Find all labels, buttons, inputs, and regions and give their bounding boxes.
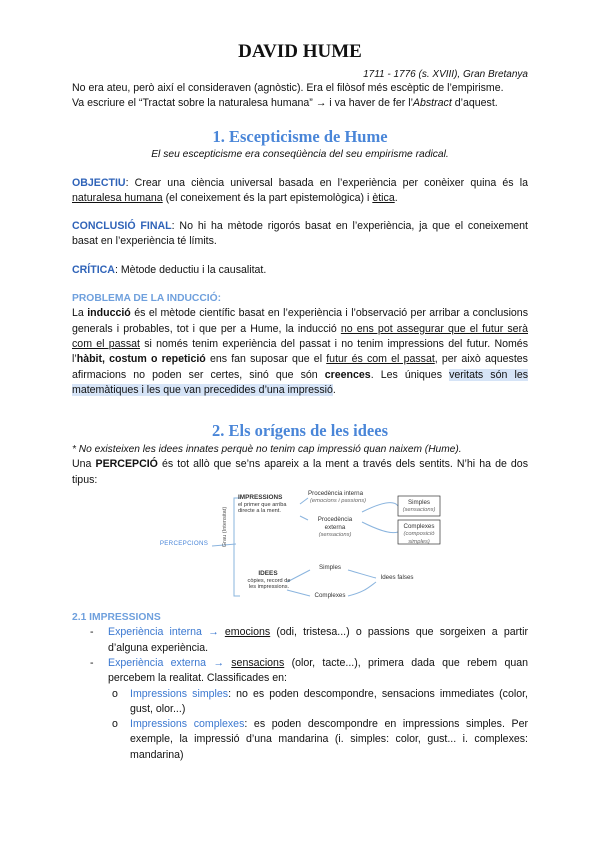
diagram-complexes-box-sub: (composició simples) [403,531,435,545]
perceptions-diagram [72,490,528,610]
creences-bold: creences [324,368,371,381]
futur-underline: no ens pot assegurar que el futur serà com el passat [72,322,528,350]
dates-subtitle: 1711 - 1776 (s. XVIII), Gran Bretanya [363,69,528,80]
critica-text: : Mètode deductiu i la causalitat. [114,263,267,276]
habit-bold: hàbit, costum o repetició [76,353,206,366]
diagram-impressions-title: IMPRESSIONS [238,494,283,502]
arrow: → [206,656,232,669]
objectiu-text: : Crear una ciència universal basada en l’experiència per conèixer quina és la [125,176,528,189]
intro-text-end: d’aquest. [451,97,498,110]
page-title: DAVID HUME [238,41,362,62]
impressions-simples-label: Impressions simples [130,687,229,700]
document-page [72,40,528,763]
emocions-underline: emocions [224,626,271,639]
problema-text: La [72,307,88,320]
conclusio-label: CONCLUSIÓ FINAL [72,220,172,233]
objectiu-text-3: . [394,191,398,204]
diagram-grau: Grau (Intensitat) [222,506,228,548]
percepcio-text: Una [72,458,96,471]
veritats-highlight: veritats són les matemàtiques i les que van precedides d’una impressió [72,368,529,396]
percepcio-text-2: és tot allò que se’ns apareix a la ment a través dels sentits. N’hi ha de dos tipus: [72,458,528,486]
etica-underline: ètica [372,191,395,204]
section-1-subtitle: El seu escepticisme era conseqüència del seu empirisme radical. [151,148,449,160]
intro-line-1: No era ateu, però així el consideraven (agnòstic). Era el filòsof més escèptic de l’empirisme. [72,82,504,94]
critica-label: CRÍTICA [72,263,115,276]
impressions-heading: 2.1 IMPRESSIONS [72,612,161,624]
list-item [108,717,528,763]
experiencia-externa-text: (olor, tacte...), primera dada que rebem quan percebem la realitat. Classificades en: [108,656,529,685]
diagram-procedencia-externa: Procedència externa [317,516,353,531]
diagram-procedencia-interna-sub: (emocions i passions) [310,498,367,505]
percepcio-paragraph [72,457,528,488]
list-item [72,656,528,763]
problema-text-3: si només tenim experiència del passat i no tenim impressions del futur. Només l’ [72,337,528,366]
diagram-idees-title: IDEES [258,570,278,578]
experiencia-externa-label: Experiència externa [108,656,207,669]
abstract-italic: Abstract [412,97,452,110]
diagram-idees-falses: Idees falses [380,574,414,582]
diagram-idees-desc: còpies, record de les impressions. [247,578,291,591]
diagram-lines [72,490,528,610]
diagram-simples: Simples [318,564,341,572]
diagram-simples-box-sub: (sensacions) [402,507,436,514]
problema-text-5: , per això aquestes afirmacions no poden ser certes, sinó que són [72,353,528,381]
intro-text: Va escriure el “Tractat sobre la naturalesa humana” → i va haver de fer l’ [72,97,413,110]
problema-heading: PROBLEMA DE LA INDUCCIÓ: [72,293,222,305]
percepcio-bold: PERCEPCIÓ [95,458,158,471]
impressions-complexes-text: : es poden descompondre en impressions simples. Per exemple, la impressió d’una mandarina (i. simples: color, gust... i. complexes: mandarina) [130,718,529,761]
problema-text-2: és el mètode científic basat en l’experiència i l’observació per arribar a conclusions generals i probables, tot i que per a Hume, la inducció [72,307,528,335]
problema-text-7: . [332,383,336,396]
experiencia-interna-text: (odi, tristesa...) o passions que sorgeixen a partir d’alguna experiència. [108,626,528,654]
conclusio-paragraph [72,219,528,250]
problema-text-6: . Les úniques [370,368,450,381]
intro-line-2 [72,96,528,111]
conclusio-text: : No hi ha mètode rigorós basat en l’experiència, ja que el coneixement basat en l’experiència té límits. [72,220,528,248]
diagram-complexes-box: Complexes [403,523,435,531]
diagram-complexes: Complexes [314,592,346,600]
critica-paragraph [72,263,528,278]
problema-text-4: ens fan suposar que el [205,353,327,366]
list-item [72,625,528,656]
list-item [108,687,528,718]
objectiu-label: OBJECTIU [72,176,126,189]
diagram-impressions-desc: el primer que arriba directe a la ment. [238,502,287,515]
section-1-heading: 1. Escepticisme de Hume [212,126,388,146]
section-2-heading: 2. Els orígens de les idees [212,421,388,441]
arrow: → [201,626,225,639]
sublist [108,687,528,763]
induccio-bold: inducció [87,307,131,320]
diagram-procedencia-interna: Procedència interna [308,490,364,498]
diagram-percepcions: PERCEPCIONS [159,540,209,548]
objectiu-text-2: (el coneixement és la part epistemològica) i [162,191,373,204]
naturalesa-humana-underline: naturalesa humana [72,191,163,204]
experiencia-interna-label: Experiència interna [108,626,202,639]
problema-paragraph [72,306,528,398]
innate-ideas-note: * No existeixen les idees innates perquè no tenim cap impressió quan naixem (Hume). [72,444,462,456]
impressions-list [72,625,528,763]
impressions-simples-text: : no es poden descompondre, sensacions immediates (color, gust, olor...) [130,687,528,715]
diagram-procedencia-externa-sub: (sensacions) [318,532,352,539]
sensacions-underline: sensacions [231,656,285,669]
impressions-complexes-label: Impressions complexes [130,718,245,731]
objectiu-paragraph [72,176,528,207]
futur-passat-underline: futur és com el passat [326,353,435,366]
diagram-simples-box: Simples [407,499,430,507]
